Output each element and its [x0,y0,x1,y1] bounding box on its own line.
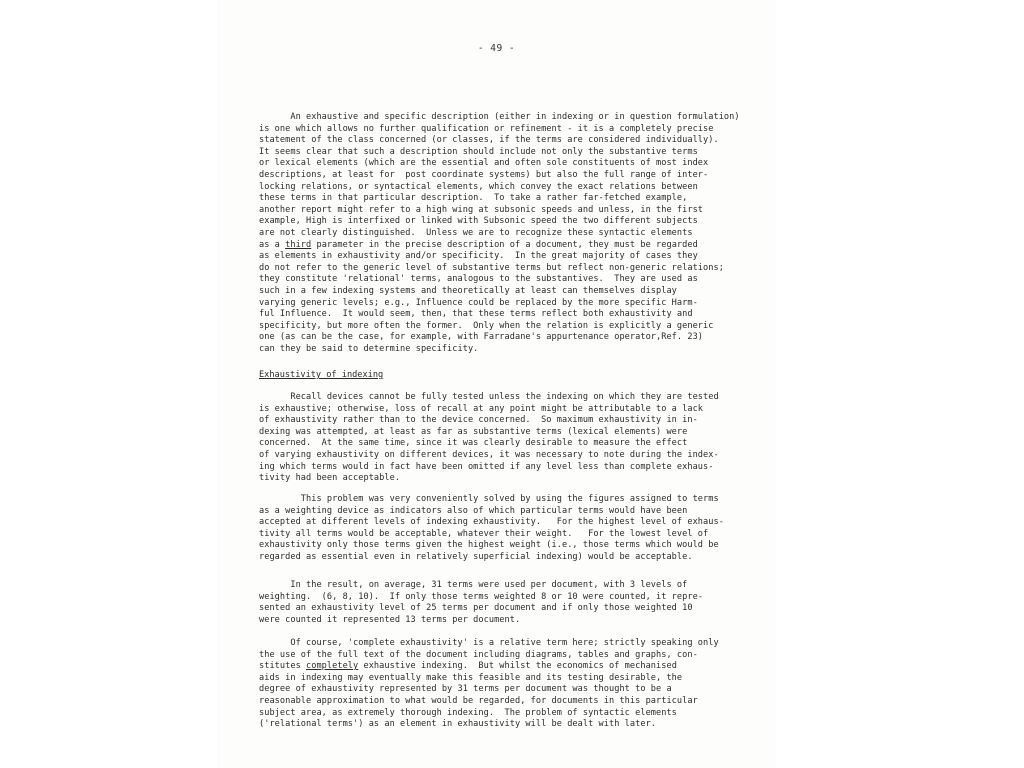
text-line: It seems clear that such a description should include not only the substantive terms [259,146,698,157]
text-line: as elements in exhaustivity and/or specificity. In the great majority of cases they [259,251,698,262]
text-line: descriptions, at least for post coordinate systems) but also the full range of inter- [259,169,709,180]
text-line: of varying exhaustivity on different devices, it was necessary to note during the index- [259,449,719,460]
underlined-word-third: third [285,239,312,250]
text-line: the use of the full text of the document including diagrams, tables and graphs, con- [259,649,698,660]
text-line: exhaustivity only those terms given the highest weight (i.e., those terms which would be [259,540,719,551]
text-line: Recall devices cannot be fully tested unless the indexing on which they are tested [259,392,719,402]
text-line: can they be said to determine specificity. [259,343,479,354]
text-line: these terms in that particular description. To take a rather far-fetched example, [259,193,688,204]
text-line: were counted it represented 13 terms per document. [259,614,521,625]
text-line: regarded as essential even in relatively superficial indexing) would be acceptable. [259,551,693,562]
text-line: they constitute 'relational' terms, analogous to the substantives. They are used as [259,274,698,285]
text-line: such in a few indexing systems and theoretically at least can themselves display [259,285,677,296]
text-line: is one which allows no further qualification or refinement - it is a completely precise [259,123,714,134]
text-line: This problem was very conveniently solved by using the figures assigned to terms [259,494,719,504]
text-line: reasonable approximation to what would be regarded, for documents in this particular [259,695,698,706]
text-fragment: as a [259,239,286,250]
paragraph-weighting-solution [259,494,724,564]
paragraph-recall-devices [259,392,719,485]
text-line: statement of the class concerned (or classes, if the terms are considered individually). [259,135,719,146]
text-line: dexing was attempted, at least as far as substantive terms (lexical elements) were [259,426,688,437]
text-line: accepted at different levels of indexing exhaustivity. For the highest level of exhaus- [259,517,724,528]
section-heading: Exhaustivity of indexing [259,370,384,380]
text-line: locking relations, or syntactical elements, which convey the exact relations between [259,181,698,192]
text-line: aids in indexing may eventually make this feasible and its testing desirable, the [259,672,683,683]
paragraph-average-terms [259,580,719,626]
underlined-word-completely: completely [306,661,359,672]
text-line: another report might refer to a high wing at subsonic speeds and unless, in the first [259,204,704,215]
text-line: subject area, as extremely thorough indexing. The problem of syntactic elements [259,707,677,718]
text-line: weighting. (6, 8, 10). If only those terms weighted 8 or 10 were counted, it repre- [259,591,704,602]
text-line: or lexical elements (which are the essential and often sole constituents of most index [259,158,709,169]
text-line: An exhaustive and specific description (either in indexing or in question formulation) [259,112,740,122]
text-line: is exhaustive; otherwise, loss of recall at any point might be attributable to a lack [259,403,704,414]
document-page [219,0,774,768]
text-line: of exhaustivity rather than to the device concerned. So maximum exhaustivity in in- [259,415,698,426]
text-line: tivity had been acceptable. [259,473,401,484]
text-line: Of course, 'complete exhaustivity' is a relative term here; strictly speaking only [259,638,719,648]
text-line: concerned. At the same time, since it was clearly desirable to measure the effect [259,438,688,449]
text-line: specificity, but more often the former. Only when the relation is explicitly a generic [259,320,714,331]
text-line: ing which terms would in fact have been omitted if any level less than complete exhaus- [259,461,714,472]
text-line: degree of exhaustivity represented by 31 terms per document was thought to be a [259,684,672,695]
paragraph-complete-exhaustivity [259,638,719,731]
text-line: ('relational terms') as an element in exhaustivity will be dealt with later. [259,719,657,730]
text-line: tivity all terms would be acceptable, whatever their weight. For the lowest level of [259,528,709,539]
text-fragment: parameter in the precise description of a document, they must be regarded [311,239,698,250]
text-fragment: stitutes [259,661,307,672]
paragraph-exhaustive-description [259,112,740,355]
text-line: varying generic levels; e.g., Influence could be replaced by the more specific Harm- [259,297,698,308]
text-line: are not clearly distinguished. Unless we are to recognize these syntactic elements [259,227,693,238]
text-line: as a weighting device as indicators also of which particular terms would have been [259,505,688,516]
page-number: - 49 - [477,43,516,54]
text-line: In the result, on average, 31 terms were used per document, with 3 levels of [259,580,688,590]
text-line: one (as can be the case, for example, with Farradane's appurtenance operator,Ref. 23) [259,332,704,343]
text-fragment: exhaustive indexing. But whilst the economics of mechanised [358,661,677,672]
text-line: sented an exhaustivity level of 25 terms per document and if only those weighted 10 [259,603,693,614]
text-line: ful Influence. It would seem, then, that these terms reflect both exhaustivity and [259,309,693,320]
text-line: do not refer to the generic level of substantive terms but reflect non-generic relations; [259,262,724,273]
text-line: example, High is interfixed or linked with Subsonic speed the two different subjects [259,216,698,227]
